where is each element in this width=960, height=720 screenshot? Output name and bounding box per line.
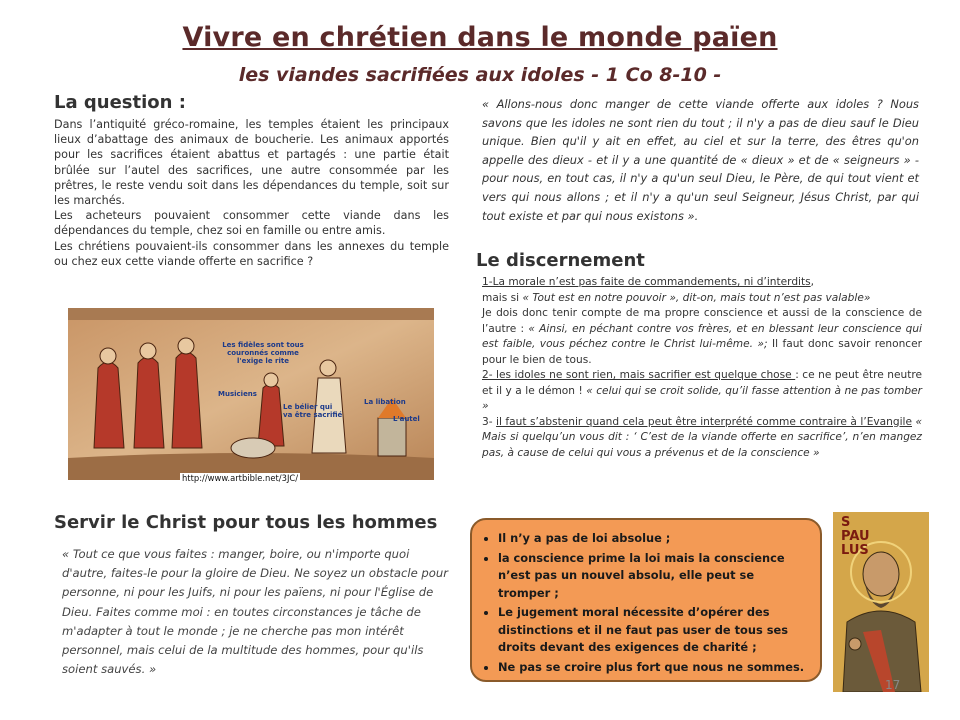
point-1-underlined: 1-La morale n’est pas faite de commandements, ni d’interdits	[482, 276, 811, 288]
summary-item: • Il n’y a pas de loi absolue ;	[498, 530, 810, 548]
question-paragraph: Les acheteurs pouvaient consommer cette viande dans les dépendances du temple, chez soi en famille ou entre amis.	[54, 209, 449, 238]
page-number: 17	[885, 678, 901, 692]
discernement-conscience	[482, 306, 922, 368]
summary-callout	[470, 518, 822, 682]
discernement-text	[482, 275, 922, 461]
question-paragraph: Les chrétiens pouvaient-ils consommer dans les annexes du temple ou chez eux cette viande offerte en sacrifice ?	[54, 239, 449, 268]
saint-paul-icon-image	[833, 512, 929, 692]
but-text: mais si	[482, 291, 523, 304]
summary-item: • Le jugement moral nécessite d’opérer des distinctions et il ne faut pas user de tous ses droits devant des exigences de charité ;	[498, 604, 810, 657]
summary-item: • la conscience prime la loi mais la conscience n’est pas un nouvel absolu, elle peut se tromper ;	[498, 550, 810, 603]
point-2-text: : ce ne peut être neutre et il y a le démon !	[482, 369, 922, 397]
discernement-heading: Le discernement	[476, 250, 645, 271]
point-3-underlined: il faut s’abstenir quand cela peut être interprété comme contraire à l’Evangile	[496, 415, 912, 428]
point-2-underlined: 2- les idoles ne sont rien, mais sacrifier est quelque chose	[482, 369, 796, 381]
point-3-quote: « Mais si quelqu’un vous dit : ‘ C’est de la viande offerte en sacrifice’, n’en mangez pas, à cause de celui qui vous a prévenus et de la conscience »	[482, 415, 923, 459]
summary-list	[472, 520, 820, 676]
greek-vase-painting	[68, 308, 434, 480]
conscience-text: Je dois donc tenir compte de ma propre conscience et aussi de la conscience de l’autre :	[482, 307, 922, 335]
but-quote: « Tout est en notre pouvoir », dit-on, mais tout n’est pas valable»	[522, 291, 871, 304]
page-subtitle: les viandes sacrifiées aux idoles - 1 Co 8-10 -	[238, 64, 722, 86]
discernement-point-3	[482, 415, 922, 462]
question-text	[54, 117, 449, 269]
question-heading: La question :	[54, 92, 186, 113]
scripture-quote-top: « Allons-nous donc manger de cette viande offerte aux idoles ? Nous savons que les idoles ne sont rien du tout ; il n'y a pas de dieu sauf le Dieu unique. Bien qu'il y ait en effet, au ciel et sur la terre, des êtres qu'on appelle des dieux - et il y a une quantité de « dieux » et de « seigneurs » - pour nous, en tout cas, il n'y a qu'un seul Dieu, le Père, de qui tout vient et vers qui nous allons ; et il n'y a qu'un seul Seigneur, Jésus Christ, par qui tout existe et par qui nous existons ».	[482, 97, 919, 223]
saint-label: S PAU LUS	[841, 515, 870, 558]
conscience-conclusion: Il faut donc savoir renoncer pour le bien de tous.	[482, 338, 922, 366]
label-ram: Le bélier qui va être sacrifié	[283, 403, 343, 419]
point-3-number: 3-	[482, 415, 497, 428]
servir-quote: « Tout ce que vous faites : manger, boire, ou n'importe quoi d'autre, faites-le pour la gloire de Dieu. Ne soyez un obstacle pour personne, ni pour les Juifs, ni pour les païens, ni pour l'Église de Dieu. Faites comme moi : en toutes circonstances je tâche de m'adapter à tout le monde ; je ne cherche pas mon intérêt personnel, mais celui de la multitude des hommes, pour qu'ils soient sauvés. »	[62, 547, 448, 677]
page-title: Vivre en chrétien dans le monde païen	[182, 22, 778, 53]
label-musicians: Musiciens	[218, 390, 257, 398]
discernement-but	[482, 291, 922, 307]
point-1-rest: ,	[810, 276, 815, 288]
question-paragraph: Dans l’antiquité gréco-romaine, les temples étaient les principaux lieux d’abattage des animaux de boucherie. Les animaux apportés pour les sacrifices étaient abattus et partagés : une partie était brûlée sur l’autel des sacrifices, une autre consommée par les prêtres, le reste vendu soit dans les dépendances du temple, soit sur les marchés.	[54, 118, 449, 208]
point-2-quote: « celui qui se croit solide, qu’il fasse attention à ne pas tomber »	[482, 384, 923, 412]
servir-heading: Servir le Christ pour tous les hommes	[54, 512, 438, 533]
discernement-point-2	[482, 368, 922, 415]
summary-item: • Ne pas se croire plus fort que nous ne sommes.	[498, 659, 810, 677]
label-faithful: Les fidèles sont tous couronnés comme l'exige le rite	[222, 341, 304, 365]
label-altar: L'autel	[393, 415, 420, 423]
discernement-point-1	[482, 275, 922, 291]
label-libation: La libation	[364, 398, 406, 406]
image-source-caption: http://www.artbible.net/3JC/	[182, 473, 299, 483]
conscience-quote: « Ainsi, en péchant contre vos frères, et en blessant leur conscience qui est faible, vous péchez contre le Christ lui-même. »;	[482, 322, 922, 350]
